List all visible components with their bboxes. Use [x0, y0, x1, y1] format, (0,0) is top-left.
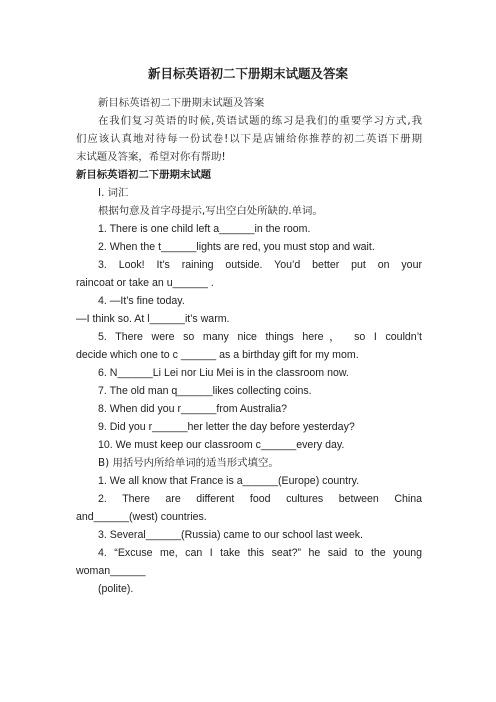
question-item-continued: decide which one to c ______ as a birthday gift for my mom. — [76, 349, 359, 361]
question-item: 5. There were so many nice things here， so I couldn’t — [98, 331, 422, 343]
question-item: 1. We all know that France is a______(Europe) country. — [98, 475, 360, 487]
question-item: 10. We must keep our classroom c______every day. — [98, 439, 345, 451]
question-item: 3. Several______(Russia) came to our school last week. — [98, 529, 363, 541]
part-a-instruction: 根据句意及首字母提示,写出空白处所缺的.单词。 — [98, 205, 323, 217]
section-heading: 新目标英语初二下册期末试题 — [76, 169, 212, 181]
question-item: 2. When the t______lights are red, you must stop and wait. — [98, 241, 375, 253]
intro-line: 在我们复习英语的时候,英语试题的练习是我们的重要学习方式,我 — [98, 115, 422, 127]
question-item: 6. N______Li Lei nor Liu Mei is in the classroom now. — [98, 367, 349, 379]
question-item: 3. Look! It’s raining outside. You’d better put on your — [98, 259, 422, 271]
question-item-continued: raincoat or take an u______ . — [76, 277, 214, 289]
question-item: 9. Did you r______her letter the day before yesterday? — [98, 421, 355, 433]
question-item: 4. “Excuse me, can I take this seat?” he said to the young — [98, 547, 422, 559]
question-item-continued: (polite). — [98, 583, 134, 595]
part-b-instruction: B) 用括号内所给单词的适当形式填空。 — [98, 457, 279, 469]
question-item-continued: woman______ — [76, 565, 146, 577]
part-heading: Ⅰ. 词汇 — [98, 187, 129, 199]
question-item-continued: —I think so. At l______it’s warm. — [76, 313, 230, 325]
question-item: 7. The old man q______likes collecting coins. — [98, 385, 312, 397]
document-title: 新目标英语初二下册期末试题及答案 — [147, 66, 348, 81]
intro-line: 新目标英语初二下册期末试题及答案 — [98, 97, 265, 109]
question-item: 2. There are different food cultures between China — [98, 493, 422, 505]
question-item: 8. When did you r______from Australia? — [98, 403, 288, 415]
question-item: 4. —It’s fine today. — [98, 295, 185, 307]
intro-line: 们应该认真地对待每一份试卷!以下是店铺给你推荐的初二英语下册期 — [76, 133, 422, 145]
question-item: 1. There is one child left a______in the room. — [98, 223, 311, 235]
question-item-continued: and______(west) countries. — [76, 511, 207, 523]
intro-line: 末试题及答案，希望对你有帮助! — [76, 151, 226, 163]
